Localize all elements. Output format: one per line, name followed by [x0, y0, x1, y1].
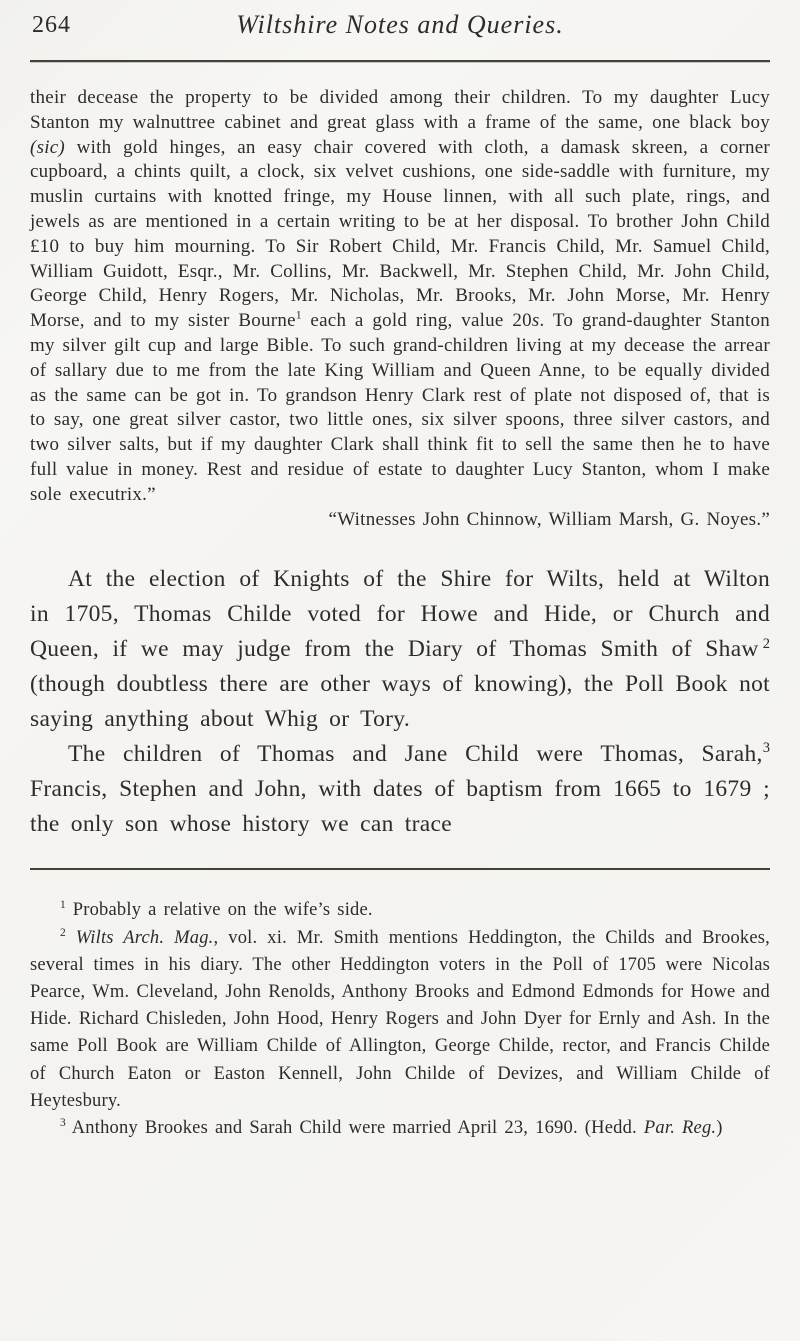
footnote-1-marker: 1: [60, 899, 66, 912]
footnote-2-spacer: [66, 928, 76, 948]
page-number: 264: [32, 12, 71, 38]
paragraph-children: [30, 737, 770, 842]
footnote-3-marker: 3: [60, 1116, 66, 1129]
will-text-paragraph: [30, 86, 770, 508]
will-text-segment: their decease the property to be divided among their children. To my daughter Lucy Stanton my walnuttree cabinet and great glass with a frame of the same, one black boy: [30, 87, 770, 133]
paragraph-segment: The children of Thomas and Jane Child were Thomas, Sarah,: [68, 741, 763, 768]
journal-title: Wiltshire Notes and Queries.: [236, 10, 564, 39]
footnote-2-marker: 2: [60, 926, 66, 939]
footnote-ref-2: 2: [762, 635, 770, 652]
paragraph-segment: At the election of Knights of the Shire for Wilts, held at Wilton in 1705, Thomas Childe voted for Howe and Hide, or Church and Queen, if we may judge from the Diary of Thomas Smith of Shaw: [30, 566, 770, 663]
footnote-2-source-italic: Wilts Arch. Mag.: [75, 927, 214, 948]
footnote-ref-1: 1: [295, 308, 302, 322]
footnote-2: [30, 925, 770, 1115]
will-text-segment: with gold hinges, an easy chair covered with cloth, a damask skreen, a corner cupboard, a chints quilt, a clock, six velvet cushions, one side-saddle with furniture, my muslin curtains with knotted fringe, my House linnen, with all such plate, rings, and jewels as are mentioned in a certain writing to be at her disposal. To brother John Child £10 to buy him mourning. To Sir Robert Child, Mr. Francis Child, Mr. Samuel Child, William Guidott, Esqr., Mr. Collins, Mr. Backwell, Mr. Stephen Child, Mr. John Child, George Child, Henry Rogers, Mr. Nicholas, Mr. Brooks, Mr. John Morse, Mr. Henry Morse, and to my sister Bourne: [30, 136, 770, 332]
main-text-section: [30, 562, 770, 842]
footnote-1-text: Probably a relative on the wife’s side.: [65, 900, 373, 921]
footnote-ref-3: 3: [762, 740, 770, 757]
footnote-3: [30, 1115, 770, 1142]
footnote-3-text: Anthony Brookes and Sarah Child were married April 23, 1690. (Hedd.: [65, 1117, 644, 1138]
paragraph-segment: (though doubtless there are other ways of knowing), the Poll Book not saying anything about Whig or Tory.: [30, 671, 770, 733]
footnote-3-text: ): [716, 1117, 723, 1138]
will-text-segment: each a gold ring, value 20: [301, 310, 532, 332]
header-rule: [30, 60, 770, 63]
paragraph-election: [30, 562, 770, 737]
footnote-3-source-italic: Par. Reg.: [643, 1117, 717, 1138]
shillings-italic: s: [531, 310, 540, 332]
will-text-segment: . To grand-daughter Stanton my silver gilt cup and large Bible. To such grand-children living at my decease the arrear of sallary due to me from the late King William and Queen Anne, to be equally divided as the same can be got in. To grandson Henry Clark rest of plate not disposed of, that is to say, one great silver castor, two little ones, six silver spoons, three silver castors, and two silver salts, but if my daughter Clark shall think fit to sell the same then he to have full value in money. Rest and residue of estate to daughter Lucy Stanton, whom I make sole executrix.”: [30, 310, 771, 505]
footnote-rule: [30, 868, 770, 870]
page-header: [30, 10, 770, 48]
sic-italic: (sic): [30, 136, 66, 158]
paragraph-segment: Francis, Stephen and John, with dates of baptism from 1665 to 1679 ; the only son whose history we can trace: [30, 776, 770, 838]
will-extract-section: [30, 86, 770, 532]
footnotes-section: [30, 897, 770, 1142]
footnote-1: [30, 897, 770, 924]
footnote-2-text: , vol. xi. Mr. Smith mentions Heddington, the Childs and Brookes, several times in his diary. The other Heddington voters in the Poll of 1705 were Nicolas Pearce, Wm. Cleveland, John Renolds, Anthony Brooks and Edmond Edmonds for Howe and Hide. Richard Chisleden, John Hood, Henry Rogers and John Dyer for Ernly and Ash. In the same Poll Book are William Childe of Allington, George Childe, rector, and Francis Childe of Church Eaton or Easton Kennell, John Childe of Devizes, and William Childe of Heytesbury.: [30, 927, 770, 1111]
witnesses-line: “Witnesses John Chinnow, William Marsh, G. Noyes.”: [328, 508, 770, 530]
